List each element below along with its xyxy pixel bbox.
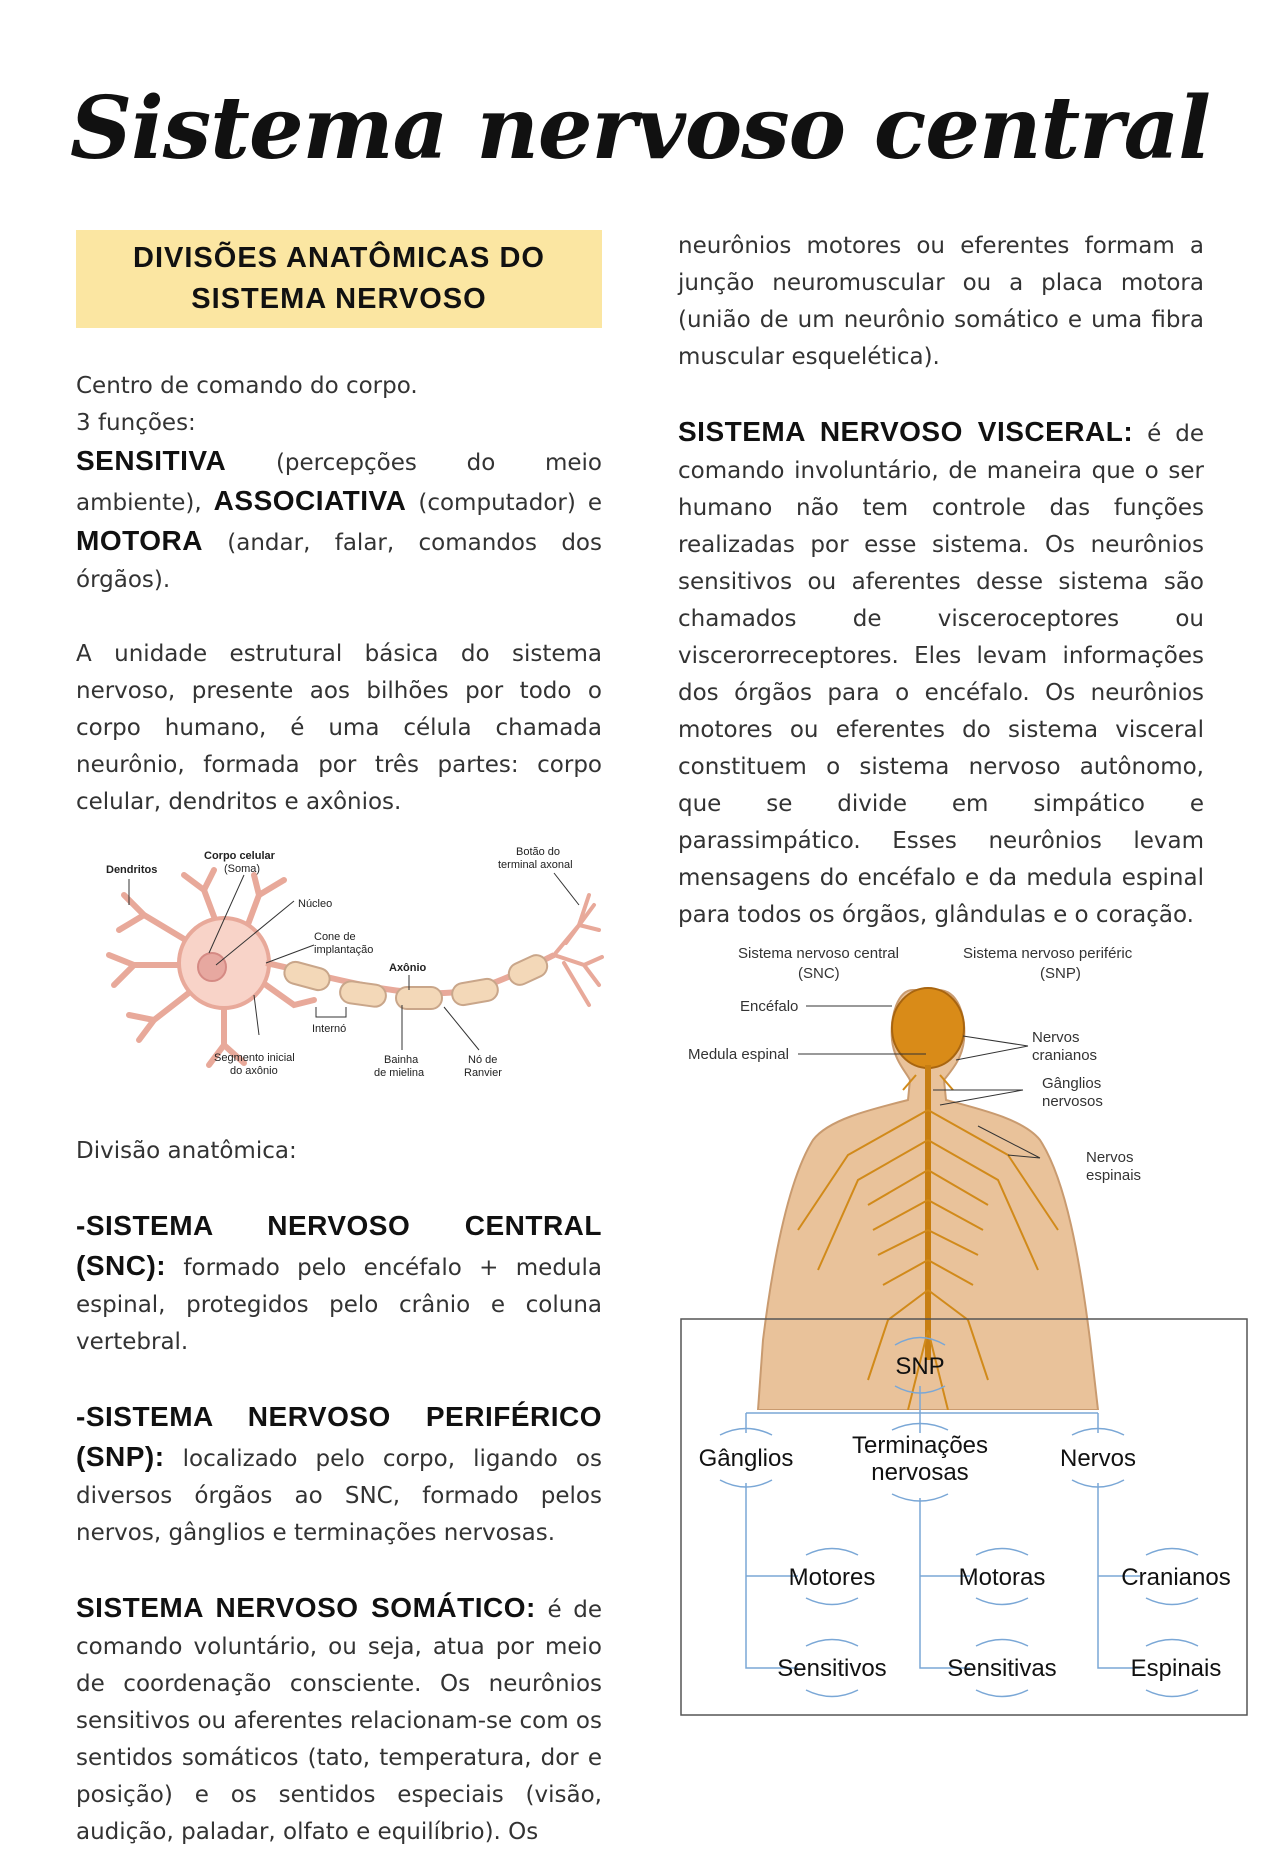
node-sensitivas: Sensitivas [947,1655,1057,1682]
label-corpo-celular: Corpo celular [204,850,275,862]
snp-title: -SISTEMA NERVOSO PERIFÉRICO (SNP): [76,1401,602,1472]
node-motores: Motores [788,1564,876,1591]
snp-tree-diagram [680,1318,1250,1718]
node-sensitivos: Sensitivos [777,1655,887,1682]
node-espinais: Espinais [1130,1655,1222,1682]
continuation-paragraph: neurônios motores ou eferentes formam a junção neuromuscular ou a placa motora (união de um neurônio somático e uma fibra muscular esquelética). [678,233,1204,370]
keyword-sensitiva: SENSITIVA [76,445,227,476]
somatico-paragraph [76,1589,602,1851]
node-ganglios: Gânglios [698,1445,794,1472]
label-nucleo: Núcleo [298,898,333,910]
divisao-label: Divisão anatômica: [76,1138,297,1164]
label-cone-1: Cone de [314,931,356,943]
label-nervos-espinais-1: Nervos [1086,1149,1134,1166]
label-botao-1: Botão do [516,846,561,858]
left-column [76,230,602,1851]
snc-title: -SISTEMA NERVOSO CENTRAL (SNC): [76,1210,602,1281]
label-ganglios-1: Gânglios [1042,1075,1102,1092]
neuron-paragraph: A unidade estrutural básica do sistema nervoso, presente aos bilhões por todo o corpo humano, é uma célula chamada neurônio, formada por três partes: corpo celular, dendritos e axônios. [76,641,602,815]
snc-paragraph [76,1207,602,1361]
visceral-paragraph [678,413,1204,934]
node-nervos: Nervos [1059,1445,1137,1472]
neuron-diagram [84,835,604,1105]
label-cone-2: implantação [314,944,374,956]
label-ganglios-2: nervosos [1042,1093,1103,1110]
label-no-1: Nó de [468,1054,498,1066]
visceral-text: é de comando involuntário, de maneira que o ser humano não tem controle das funções realizadas por esse sistema. Os neurônios sensitivos ou aferentes desse sistema são chamados de visceroceptores ou viscerorreceptores. Eles levam informações dos órgãos para o encéfalo. Os neurônios motores ou eferentes do sistema visceral constituem o sistema nervoso autônomo, que se divide em simpático e parassimpático. Esses neurônios levam mensagens do encéfalo e da medula espinal para todos os órgãos, glândulas e o coração. [678,421,1204,928]
label-botao-2: terminal axonal [498,859,573,871]
label-encefalo: Encéfalo [740,998,799,1015]
section-heading-divisoes: DIVISÕES ANATÔMICAS DO SISTEMA NERVOSO [76,230,602,328]
sensitiva-text: (percepções do meio ambiente), [76,450,602,516]
somatico-text: é de comando voluntário, ou seja, atua por meio de coordenação consciente. Os neurônios sensitivos ou aferentes relacionam-se com os sentidos somáticos (tato, temperatura, dor e posição) e os sentidos especiais (visão, audição, paladar, olfato e equilíbrio). Os [76,1597,602,1845]
label-bainha-2: de mielina [374,1067,425,1079]
keyword-associativa: ASSOCIATIVA [213,485,407,516]
keyword-motora: MOTORA [76,525,203,556]
label-snp-2: (SNP) [1040,965,1081,982]
node-terminacoes-1: Terminações [851,1432,989,1459]
snp-text: localizado pelo corpo, ligando os diversos órgãos ao SNC, formado pelos nervos, gânglios e terminações nervosas. [76,1446,602,1546]
visceral-title: SISTEMA NERVOSO VISCERAL: [678,416,1134,447]
label-nervos-cranianos-2: cranianos [1032,1047,1098,1064]
label-internodo: Internó [312,1023,347,1035]
snc-text: formado pelo encéfalo + medula espinal, protegidos pelo crânio e coluna vertebral. [76,1255,602,1355]
nucleus [198,953,226,981]
label-medula: Medula espinal [688,1046,789,1063]
motora-text: (andar, falar, comandos dos órgãos). [76,530,602,593]
node-terminacoes-2: nervosas [871,1459,969,1486]
node-snp: SNP [895,1353,945,1380]
label-soma: (Soma) [224,863,261,875]
node-motoras: Motoras [958,1564,1046,1591]
label-segmento-2: do axônio [230,1065,278,1077]
brain [892,988,964,1068]
functions-paragraph [76,442,602,599]
intro-line-1: Centro de comando do corpo. [76,373,418,399]
label-snp-1: Sistema nervoso periféric [963,945,1133,962]
label-no-2: Ranvier [464,1067,502,1079]
label-bainha-1: Bainha [384,1054,419,1066]
intro-line-2: 3 funções: [76,410,196,436]
snp-paragraph [76,1398,602,1552]
label-dendritos: Dendritos [106,864,158,876]
node-cranianos: Cranianos [1121,1564,1231,1591]
label-snc-1: Sistema nervoso central [738,945,899,962]
associativa-text: (computador) e [406,490,602,516]
label-axonio: Axônio [389,962,427,974]
somatico-title: SISTEMA NERVOSO SOMÁTICO: [76,1592,536,1623]
label-nervos-espinais-2: espinais [1086,1167,1142,1184]
right-column [678,228,1204,1410]
label-snc-2: (SNC) [798,965,840,982]
label-segmento-1: Segmento inicial [214,1052,295,1064]
page-title: Sistema nervoso central [70,78,1210,179]
label-nervos-cranianos-1: Nervos [1032,1029,1080,1046]
